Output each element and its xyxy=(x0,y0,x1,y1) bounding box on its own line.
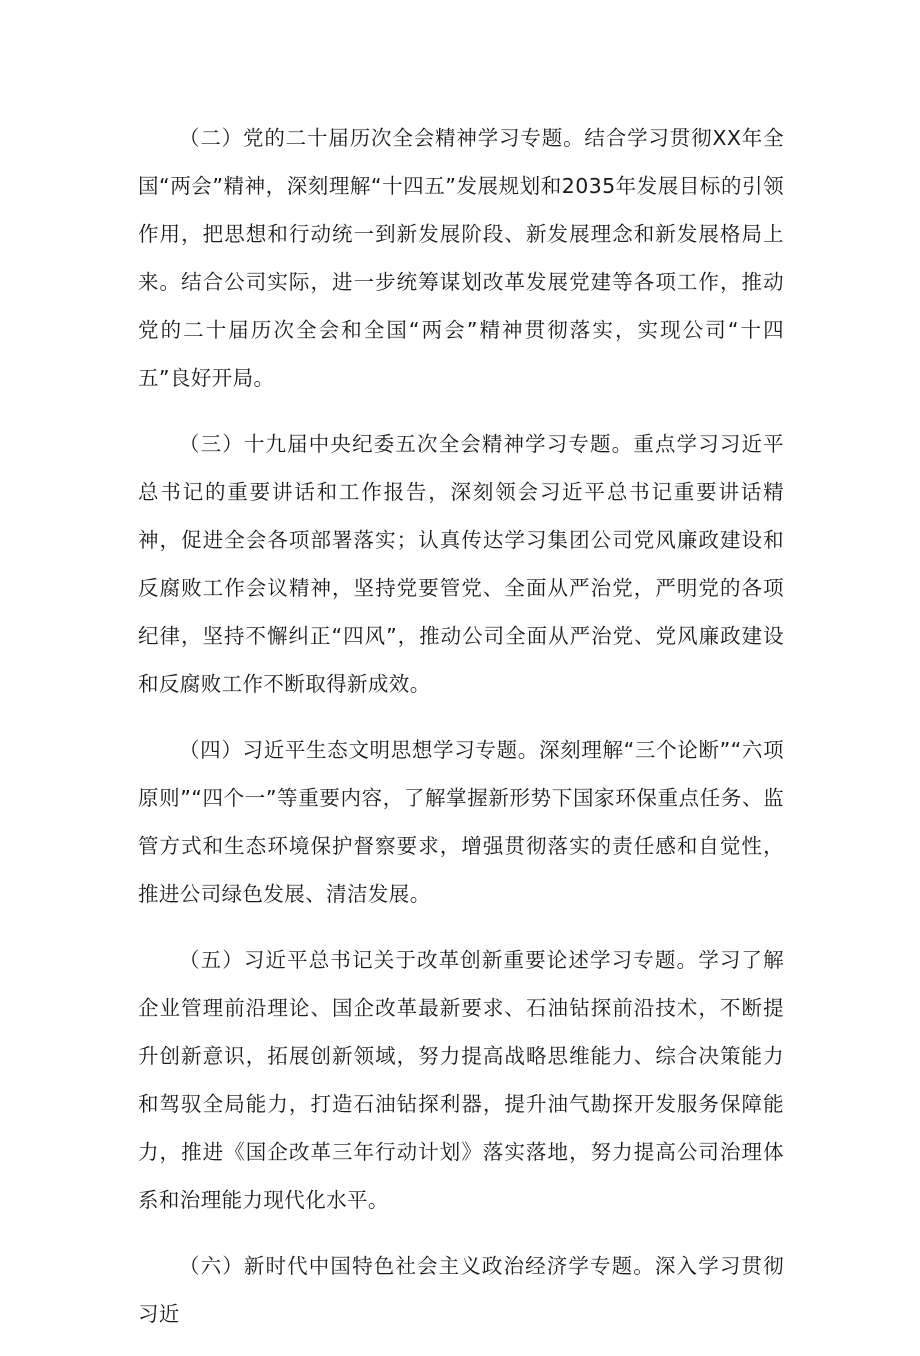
paragraph-section-5: （五）习近平总书记关于改革创新重要论述学习专题。学习了解企业管理前沿理论、国企改革最新要求、石油钻探前沿技术，不断提升创新意识，拓展创新领域，努力提高战略思维能力、综合决策能力和驾驭全局能力，打造石油钻探利器，提升油气勘探开发服务保障能力，推进《国企改革三年行动计划》落实落地，努力提高公司治理体系和治理能力现代化水平。 xyxy=(138,948,784,1212)
paragraph-section-6: （六）新时代中国特色社会主义政治经济学专题。深入学习贯彻习近 xyxy=(138,1254,784,1326)
document-body xyxy=(138,114,784,1356)
paragraph-section-3: （三）十九届中央纪委五次全会精神学习专题。重点学习习近平总书记的重要讲话和工作报告，深刻领会习近平总书记重要讲话精神，促进全会各项部署落实；认真传达学习集团公司党风廉政建设和反腐败工作会议精神，坚持党要管党、全面从严治党，严明党的各项纪律，坚持不懈纠正“四风”，推动公司全面从严治党、党风廉政建设和反腐败工作不断取得新成效。 xyxy=(138,432,784,696)
paragraph-section-2: （二）党的二十届历次全会精神学习专题。结合学习贯彻XX年全国“两会”精神，深刻理解“十四五”发展规划和2035年发展目标的引领作用，把思想和行动统一到新发展阶段、新发展理念和新发展格局上来。结合公司实际，进一步统筹谋划改革发展党建等各项工作，推动党的二十届历次全会和全国“两会”精神贯彻落实，实现公司“十四五”良好开局。 xyxy=(138,126,784,390)
paragraph-section-4: （四）习近平生态文明思想学习专题。深刻理解“三个论断”“六项原则”“四个一”等重要内容，了解掌握新形势下国家环保重点任务、监管方式和生态环境保护督察要求，增强贯彻落实的责任感和自觉性，推进公司绿色发展、清洁发展。 xyxy=(138,738,784,906)
